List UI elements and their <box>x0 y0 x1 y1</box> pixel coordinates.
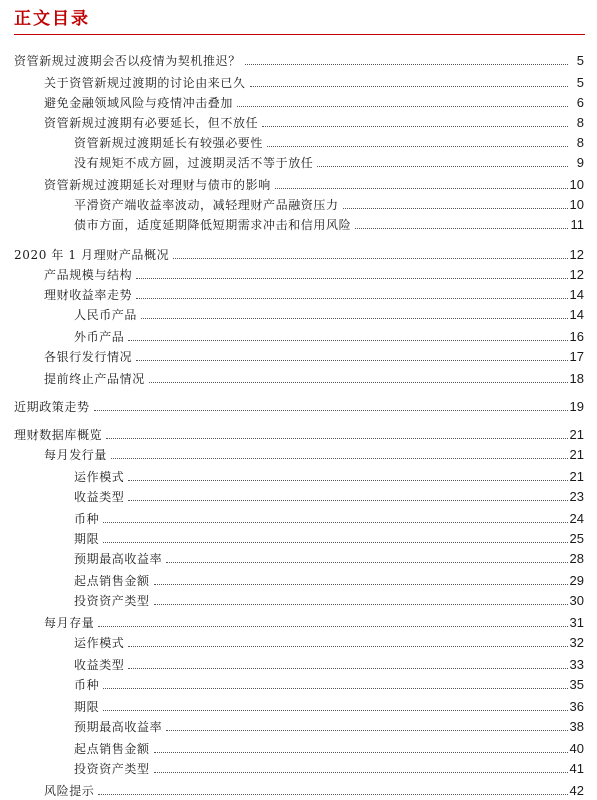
dot-leader <box>111 458 568 459</box>
dot-leader <box>128 340 567 341</box>
toc-entry-page-number: 14 <box>569 307 584 322</box>
dot-leader <box>355 228 568 229</box>
dot-leader <box>128 500 567 501</box>
dot-leader <box>128 646 567 647</box>
toc-entry[interactable] <box>0 698 584 714</box>
heading-divider <box>14 34 585 35</box>
dot-leader <box>173 258 567 259</box>
toc-entry-label: 关于资管新规过渡期的讨论由来已久 <box>44 76 246 90</box>
toc-entry-page-number: 8 <box>576 135 584 150</box>
toc-entry-label: 起点销售金额 <box>74 742 150 756</box>
toc-entry-page-number: 6 <box>576 95 584 110</box>
toc-entry-page-number: 32 <box>569 635 584 650</box>
dot-leader <box>317 166 568 167</box>
toc-heading: 正文目录 <box>14 9 90 29</box>
toc-entry-label: 没有规矩不成方圆，过渡期灵活不等于放任 <box>74 156 314 170</box>
dot-leader <box>128 668 567 669</box>
toc-entry-page-number: 21 <box>569 447 584 462</box>
toc-entry[interactable] <box>0 510 584 526</box>
toc-entry[interactable] <box>0 216 584 232</box>
toc-entry-label: 起点销售金额 <box>74 574 150 588</box>
toc-entry[interactable] <box>0 468 584 484</box>
toc-entry-page-number: 8 <box>576 115 584 130</box>
toc-entry-page-number: 5 <box>576 53 584 68</box>
dot-leader <box>154 752 568 753</box>
dot-leader <box>267 146 568 147</box>
toc-entry[interactable] <box>0 370 584 386</box>
toc-entry-page-number: 10 <box>569 177 584 192</box>
toc-entry[interactable] <box>0 246 584 262</box>
toc-entry-label: 债市方面，适度延期降低短期需求冲击和信用风险 <box>74 218 352 232</box>
toc-entry-label: 产品规模与结构 <box>44 268 133 282</box>
toc-entry-page-number: 11 <box>570 217 584 232</box>
toc-entry-page-number: 38 <box>569 719 584 734</box>
toc-entry[interactable] <box>0 154 584 170</box>
dot-leader <box>166 562 567 563</box>
toc-entry-label: 避免金融领域风险与疫情冲击叠加 <box>44 96 234 110</box>
toc-entry-page-number: 23 <box>569 489 584 504</box>
dot-leader <box>136 298 567 299</box>
toc-entry-label: 收益类型 <box>74 490 125 504</box>
dot-leader <box>136 278 567 279</box>
toc-entry-page-number: 28 <box>569 551 584 566</box>
toc-entry-page-number: 21 <box>569 469 584 484</box>
toc-entry-page-number: 31 <box>569 615 584 630</box>
dot-leader <box>94 410 568 411</box>
toc-entry-page-number: 18 <box>569 371 584 386</box>
toc-entry-page-number: 10 <box>569 197 584 212</box>
dot-leader <box>103 522 567 523</box>
toc-entry[interactable] <box>0 614 584 630</box>
toc-entry[interactable] <box>0 114 584 130</box>
dot-leader <box>141 318 568 319</box>
dot-leader <box>154 584 568 585</box>
toc-entry[interactable] <box>0 676 584 692</box>
toc-entry-label: 运作模式 <box>74 636 125 650</box>
toc-entry-label: 投资资产类型 <box>74 762 150 776</box>
dot-leader <box>262 126 568 127</box>
toc-entry-page-number: 33 <box>569 657 584 672</box>
toc-entry-label: 资管新规过渡期会否以疫情为契机推迟？ <box>14 54 241 68</box>
toc-entry[interactable] <box>0 176 584 192</box>
toc-entry-page-number: 30 <box>569 593 584 608</box>
dot-leader <box>98 794 567 795</box>
toc-entry-label: 收益类型 <box>74 658 125 672</box>
toc-entry[interactable] <box>0 306 584 322</box>
toc-entry[interactable] <box>0 94 584 110</box>
toc-entry-label: 期限 <box>74 700 100 714</box>
toc-entry-label: 平滑资产端收益率波动，减轻理财产品融资压力 <box>74 198 339 212</box>
toc-entry[interactable] <box>0 572 584 588</box>
dot-leader <box>250 86 568 87</box>
toc-entry[interactable] <box>0 196 584 212</box>
dot-leader <box>166 730 567 731</box>
toc-entry-page-number: 41 <box>569 761 584 776</box>
toc-entry-label: 各银行发行情况 <box>44 350 133 364</box>
toc-entry[interactable] <box>0 398 584 414</box>
toc-entry-page-number: 36 <box>569 699 584 714</box>
dot-leader <box>154 772 568 773</box>
toc-entry-label: 理财数据库概览 <box>14 428 103 442</box>
toc-entry-label: 资管新规过渡期延长对理财与债市的影响 <box>44 178 271 192</box>
dot-leader <box>154 604 568 605</box>
toc-entry[interactable] <box>0 488 584 504</box>
toc-entry-label: 理财收益率走势 <box>44 288 133 302</box>
toc-entry-page-number: 16 <box>569 329 584 344</box>
toc-entry[interactable] <box>0 266 584 282</box>
toc-entry-label: 每月存量 <box>44 616 95 630</box>
toc-entry[interactable] <box>0 74 584 90</box>
toc-entry[interactable] <box>0 760 584 776</box>
toc-entry-page-number: 5 <box>576 75 584 90</box>
dot-leader <box>136 360 567 361</box>
toc-entry-page-number: 42 <box>569 783 584 798</box>
dot-leader <box>106 438 567 439</box>
toc-entry-page-number: 24 <box>569 511 584 526</box>
toc-entry[interactable] <box>0 782 584 798</box>
toc-entry-page-number: 12 <box>569 267 584 282</box>
toc-entry-label: 期限 <box>74 532 100 546</box>
dot-leader <box>237 106 568 107</box>
toc-entry-page-number: 14 <box>569 287 584 302</box>
toc-entry-label: 运作模式 <box>74 470 125 484</box>
toc-entry-label: 外币产品 <box>74 330 125 344</box>
dot-leader <box>149 382 568 383</box>
toc-entry-label: 人民币产品 <box>74 308 138 322</box>
dot-leader <box>98 626 567 627</box>
toc-entry-page-number: 40 <box>569 741 584 756</box>
toc-entry[interactable] <box>0 592 584 608</box>
toc-entry[interactable] <box>0 328 584 344</box>
toc-entry-label: 每月发行量 <box>44 448 108 462</box>
dot-leader <box>245 64 568 65</box>
toc-entry[interactable] <box>0 426 584 442</box>
toc-entry[interactable] <box>0 634 584 650</box>
toc-entry-label: 资管新规过渡期延长有较强必要性 <box>74 136 264 150</box>
toc-entry-label: 投资资产类型 <box>74 594 150 608</box>
toc-entry-page-number: 35 <box>569 677 584 692</box>
toc-entry-label: 风险提示 <box>44 784 95 798</box>
toc-entry-page-number: 25 <box>569 531 584 546</box>
toc-entry-label: 资管新规过渡期有必要延长，但不放任 <box>44 116 259 130</box>
toc-entry-page-number: 21 <box>569 427 584 442</box>
toc-entry-page-number: 19 <box>569 399 584 414</box>
dot-leader <box>103 710 567 711</box>
dot-leader <box>103 542 567 543</box>
toc-entry-page-number: 9 <box>576 155 584 170</box>
toc-entry-label: 币种 <box>74 512 100 526</box>
dot-leader <box>128 480 567 481</box>
toc-entry-page-number: 29 <box>569 573 584 588</box>
toc-entry[interactable] <box>0 134 584 150</box>
toc-entry[interactable] <box>0 446 584 462</box>
toc-entry-label: 近期政策走势 <box>14 400 90 414</box>
toc-entry[interactable] <box>0 656 584 672</box>
toc-entry-label: 预期最高收益率 <box>74 552 163 566</box>
toc-entry-page-number: 17 <box>569 349 584 364</box>
toc-entry-label: 2020 年 1 月理财产品概况 <box>14 248 170 262</box>
toc-entry-page-number: 12 <box>569 247 584 262</box>
toc-entry-label: 提前终止产品情况 <box>44 372 145 386</box>
dot-leader <box>343 208 568 209</box>
toc-entry[interactable] <box>0 286 584 302</box>
dot-leader <box>103 688 567 689</box>
toc-entry[interactable] <box>0 530 584 546</box>
toc-entry[interactable] <box>0 52 584 68</box>
toc-entry-label: 预期最高收益率 <box>74 720 163 734</box>
toc-entry-label: 币种 <box>74 678 100 692</box>
toc-entry[interactable] <box>0 550 584 566</box>
toc-entry[interactable] <box>0 348 584 364</box>
dot-leader <box>275 188 568 189</box>
toc-entry[interactable] <box>0 740 584 756</box>
toc-entry[interactable] <box>0 718 584 734</box>
